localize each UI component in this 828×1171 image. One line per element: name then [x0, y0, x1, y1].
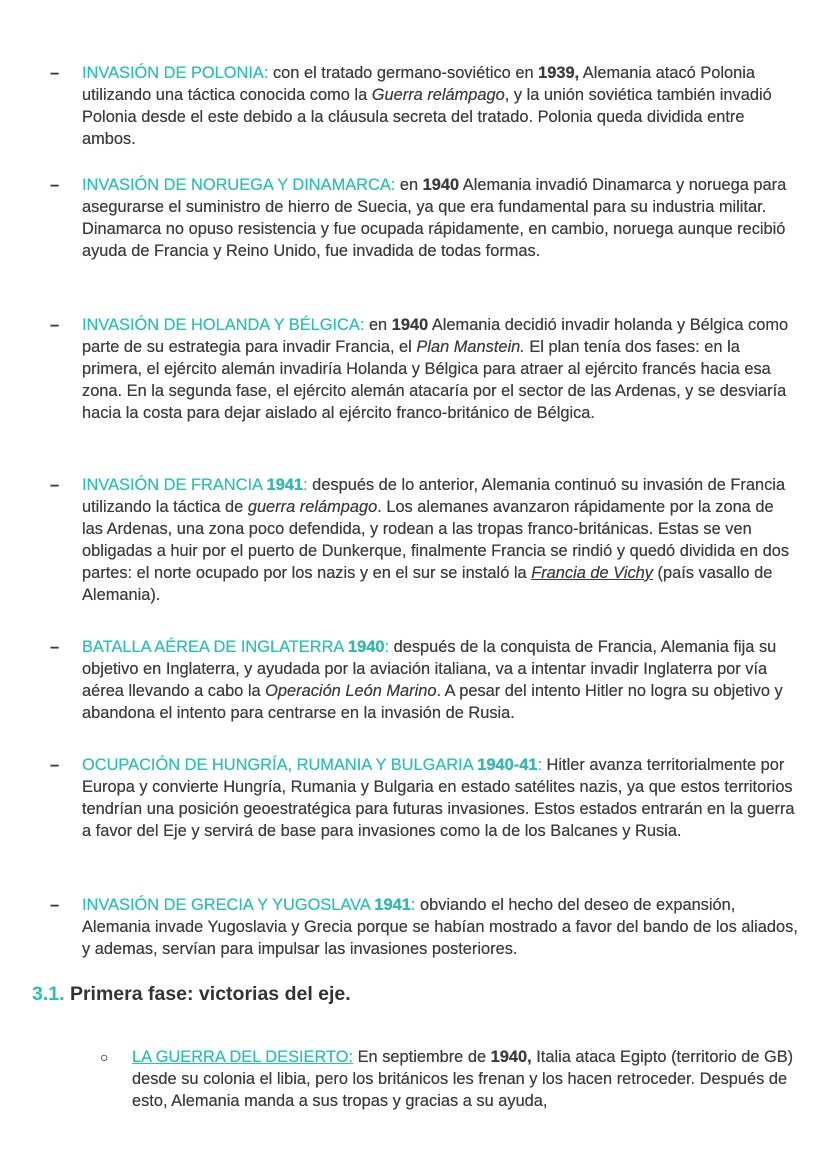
item-text: Alemania atacó Polonia utilizando una táctica conocida como la — [82, 64, 756, 104]
item-text: , y la unión soviética también invadió Polonia desde el este debido a la cláusula secreta del tratado. Polonia queda dividida entre ambos. — [82, 86, 772, 148]
circle-bullet: ○ — [100, 1049, 109, 1065]
item-text: con el tratado germano-soviético en — [268, 64, 539, 82]
item-text: Hitler avanza territorialmente por Europa y convierte Hungría, Rumania y Bulgaria en estado satélites nazis, ya que estos territorios tendrían una posición geoestratégica para futuras invasiones. Estos estados entrarán en la guerra a favor del Eje y servirá de base para invasiones como la de los Balcanes y Rusia. — [82, 756, 795, 840]
list-item — [50, 894, 798, 960]
item-text: Alemania decidió invadir holanda y Bélgica como parte de su estrategia para invadir Francia, el — [82, 316, 789, 356]
item-text: después de la conquista de Francia, Alemania fija su objetivo en Inglaterra, y ayudada por la aviación italiana, va a intentar invadir Inglaterra por vía aérea llevando a cabo la — [82, 638, 777, 700]
list-item — [50, 474, 798, 606]
item-heading: INVASIÓN DE FRANCIA — [82, 476, 267, 494]
dash-bullet: – — [50, 638, 60, 656]
item-heading: 1941 — [266, 476, 304, 494]
item-heading: : — [303, 476, 308, 494]
item-text: Operación León Marino — [265, 682, 437, 700]
item-text: 1940 — [422, 176, 460, 194]
item-heading: LA GUERRA DEL DESIERTO: — [132, 1048, 354, 1066]
item-text: Italia ataca Egipto (territorio de GB) desde su colonia el libia, pero los británicos les frenan y los hacen retroceder. Después de esto, Alemania manda a sus tropas y gracias a su ayuda, — [132, 1048, 794, 1110]
dash-bullet: – — [50, 756, 60, 774]
section-title: Primera fase: victorias del eje. — [64, 983, 351, 1005]
item-text: En septiembre de — [353, 1048, 491, 1066]
item-text: en — [364, 316, 392, 334]
item-text: Guerra relámpago — [371, 86, 505, 104]
item-text: 1940 — [391, 316, 429, 334]
item-text: Plan Manstein. — [416, 338, 525, 356]
item-heading: BATALLA AÉREA DE INGLATERRA — [82, 638, 348, 656]
item-heading: 1940 — [348, 638, 385, 656]
item-text: obviando el hecho del deseo de expansión, Alemania invade Yugoslavia y Grecia porque se habían mostrado a favor del bando de los aliados, y ademas, servían para impulsar las invasiones posteriores. — [82, 896, 798, 958]
section-heading — [32, 983, 351, 1006]
item-text: . Los alemanes avanzaron rápidamente por la zona de las Ardenas, una zona poco defendida, y rodean a las tropas franco-británicas. Estas se ven obligadas a huir por el puerto de Dunkerque, finalmente Francia se rindió y quedó dividida en dos partes: el norte ocupado por los nazis y en el sur se instaló la — [82, 498, 790, 582]
item-text: Alemania invadió Dinamarca y noruega para asegurarse el suministro de hierro de Suecia, ya que era fundamental para su industria militar. Dinamarca no opuso resistencia y fue ocupada rápidamente, en cambio, noruega aunque recibió ayuda de Francia y Reino Unido, fue invadida de todas formas. — [82, 176, 787, 260]
item-text: 1939, — [538, 64, 580, 82]
item-heading: INVASIÓN DE HOLANDA Y BÉLGICA: — [82, 316, 365, 334]
item-text: . A pesar del intento Hitler no logra su objetivo y abandona el intento para centrarse en la invasión de Rusia. — [82, 682, 783, 722]
dash-bullet: – — [50, 64, 60, 82]
item-text: El plan tenía dos fases: en la primera, el ejército alemán invadiría Holanda y Bélgica para atraer al ejército francés hacia esa zona. En la segunda fase, el ejército alemán atacaría por el sector de las Ardenas, y se desviaría hacia la costa para dejar aislado al ejército franco-británico de Bélgica. — [82, 338, 787, 422]
item-heading: : — [537, 756, 542, 774]
list-item — [50, 314, 798, 424]
item-text: (país vasallo de Alemania). — [82, 564, 773, 604]
dash-bullet: – — [50, 896, 60, 914]
dash-bullet: – — [50, 316, 60, 334]
item-text: guerra relámpago — [247, 498, 378, 516]
item-text: en — [395, 176, 423, 194]
list-item — [50, 62, 798, 150]
item-text: después de lo anterior, Alemania continuó su invasión de Francia utilizando la táctica de — [82, 476, 786, 516]
dash-bullet: – — [50, 176, 60, 194]
list-item — [50, 174, 798, 262]
item-heading: 1941 — [374, 896, 411, 914]
dash-bullet: – — [50, 476, 60, 494]
list-item — [50, 636, 798, 724]
item-heading: 1940-41 — [477, 756, 538, 774]
item-text: Francia de Vichy — [531, 564, 653, 582]
item-heading: : — [410, 896, 416, 914]
item-heading: : — [384, 638, 390, 656]
item-heading: INVASIÓN DE NORUEGA Y DINAMARCA: — [82, 176, 396, 194]
list-item — [50, 754, 798, 842]
sub-list-item — [100, 1046, 800, 1112]
item-text: 1940, — [490, 1048, 532, 1066]
item-heading: INVASIÓN DE POLONIA: — [82, 64, 269, 82]
item-heading: OCUPACIÓN DE HUNGRÍA, RUMANIA Y BULGARIA — [82, 756, 478, 774]
section-number: 3.1. — [32, 983, 65, 1005]
item-heading: INVASIÓN DE GRECIA Y YUGOSLAVA — [82, 896, 375, 914]
